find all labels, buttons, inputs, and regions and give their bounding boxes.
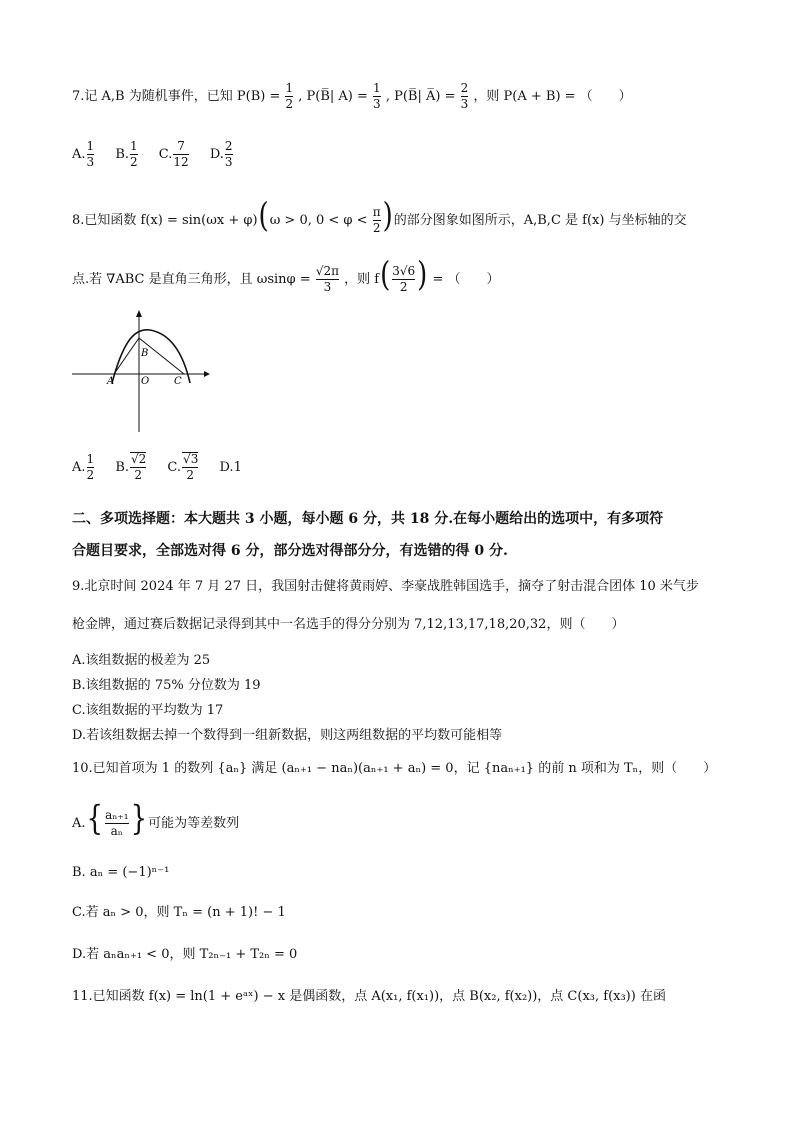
q8-stem-line2: 点.若 ∇ABC 是直角三角形，且 ωsinφ = $\frac{√2\pi}{3}$ ，则 f( $\frac{3√6}{2}$ ) = （ ） — [72, 255, 500, 295]
q10-option-a: A.{ $\frac{\text{aₙ₊₁}}{\text{aₙ}}$ }可能为等差数列 — [72, 799, 240, 839]
q10-option-c: C.若 aₙ > 0，则 Tₙ = (n + 1)! − 1 — [72, 905, 286, 920]
q8-options — [72, 452, 258, 482]
q9-option-b: B.该组数据的 75% 分位数为 19 — [72, 678, 261, 693]
option-d: D. $\frac{2}{3}$ — [209, 139, 233, 170]
q8-graph — [72, 308, 212, 436]
fraction: $\frac{1}{3}$ — [373, 81, 381, 112]
option-b: B. $\frac{√2}{2}$ — [115, 452, 147, 483]
q9-option-a: A.该组数据的极差为 25 — [72, 653, 211, 668]
option-a: A. $\frac{1}{2}$ — [72, 451, 95, 482]
x-axis-arrow — [204, 371, 210, 377]
q9-stem-line1: 9.北京时间 2024 年 7 月 27 日，我国射击健将黄雨婷、李豪战胜韩国选手，摘夺了射击混合团体 10 米气步 — [72, 579, 699, 594]
fraction: $\frac{1}{2}$ — [285, 81, 294, 112]
q10-option-d: D.若 aₙaₙ₊₁ < 0，则 T₂ₙ₋₁ + T₂ₙ = 0 — [72, 947, 298, 962]
q9-stem-line2: 枪金牌，通过赛后数据记录得到其中一名选手的得分分别为 7,12,13,17,18,20,32，则（ ） — [72, 617, 625, 632]
section2-header-line2: 合题目要求，全部选对得 6 分，部分选对得部分分，有选错的得 0 分. — [72, 543, 508, 559]
q9-option-d: D.若该组数据去掉一个数得到一组新数据，则这两组数据的平均数可能相等 — [72, 728, 503, 743]
option-d: D. 1 — [219, 459, 242, 475]
fraction: $\frac{2}{3}$ — [460, 81, 469, 112]
label-c: C — [174, 376, 182, 387]
q7-stem: 7.记 A,B 为随机事件，已知 P(B) = $\frac{1}{2}$ , P(B̅| A) = $\frac{1}{3}$ , P(B̅| A̅) = $\frac{2}{3}$ ，则 P(A + B) = （ ） — [72, 81, 632, 112]
label-o: O — [141, 376, 150, 387]
q10-option-b: B. aₙ = (−1)ⁿ⁻¹ — [72, 865, 170, 880]
label-a: A — [107, 376, 115, 387]
option-b: B. $\frac{1}{2}$ — [115, 139, 138, 170]
q11-stem: 11.已知函数 f(x) = ln(1 + eᵃˣ) − x 是偶函数，点 A(x₁, f(x₁))，点 B(x₂, f(x₂))，点 C(x₃, f(x₃)) 在函 — [72, 989, 666, 1004]
q7-options — [72, 140, 250, 169]
label-b: B — [141, 348, 149, 359]
q9-option-c: C.该组数据的平均数为 17 — [72, 703, 224, 718]
option-c: C. $\frac{7}{12}$ — [158, 139, 189, 170]
y-axis-arrow — [136, 310, 142, 317]
option-a: A. $\frac{1}{3}$ — [72, 139, 95, 170]
q10-stem: 10.已知首项为 1 的数列 {aₙ} 满足 (aₙ₊₁ − naₙ)(aₙ₊₁ + aₙ) = 0，记 {naₙ₊₁} 的前 n 项和为 Tₙ，则（ ） — [72, 761, 717, 776]
sine-curve — [112, 330, 190, 383]
option-c: C. $\frac{√3}{2}$ — [167, 452, 199, 483]
section2-header-line1: 二、多项选择题：本大题共 3 小题，每小题 6 分，共 18 分.在每小题给出的选项中，有多项符 — [72, 511, 664, 527]
q8-stem-line1: 8.已知函数 f(x) = sin(ωx + φ)(ω > 0, 0 < φ < $\frac{\pi}{2}$ )的部分图象如图所示，A,B,C 是 f(x) 与坐标轴的交 — [72, 196, 687, 236]
